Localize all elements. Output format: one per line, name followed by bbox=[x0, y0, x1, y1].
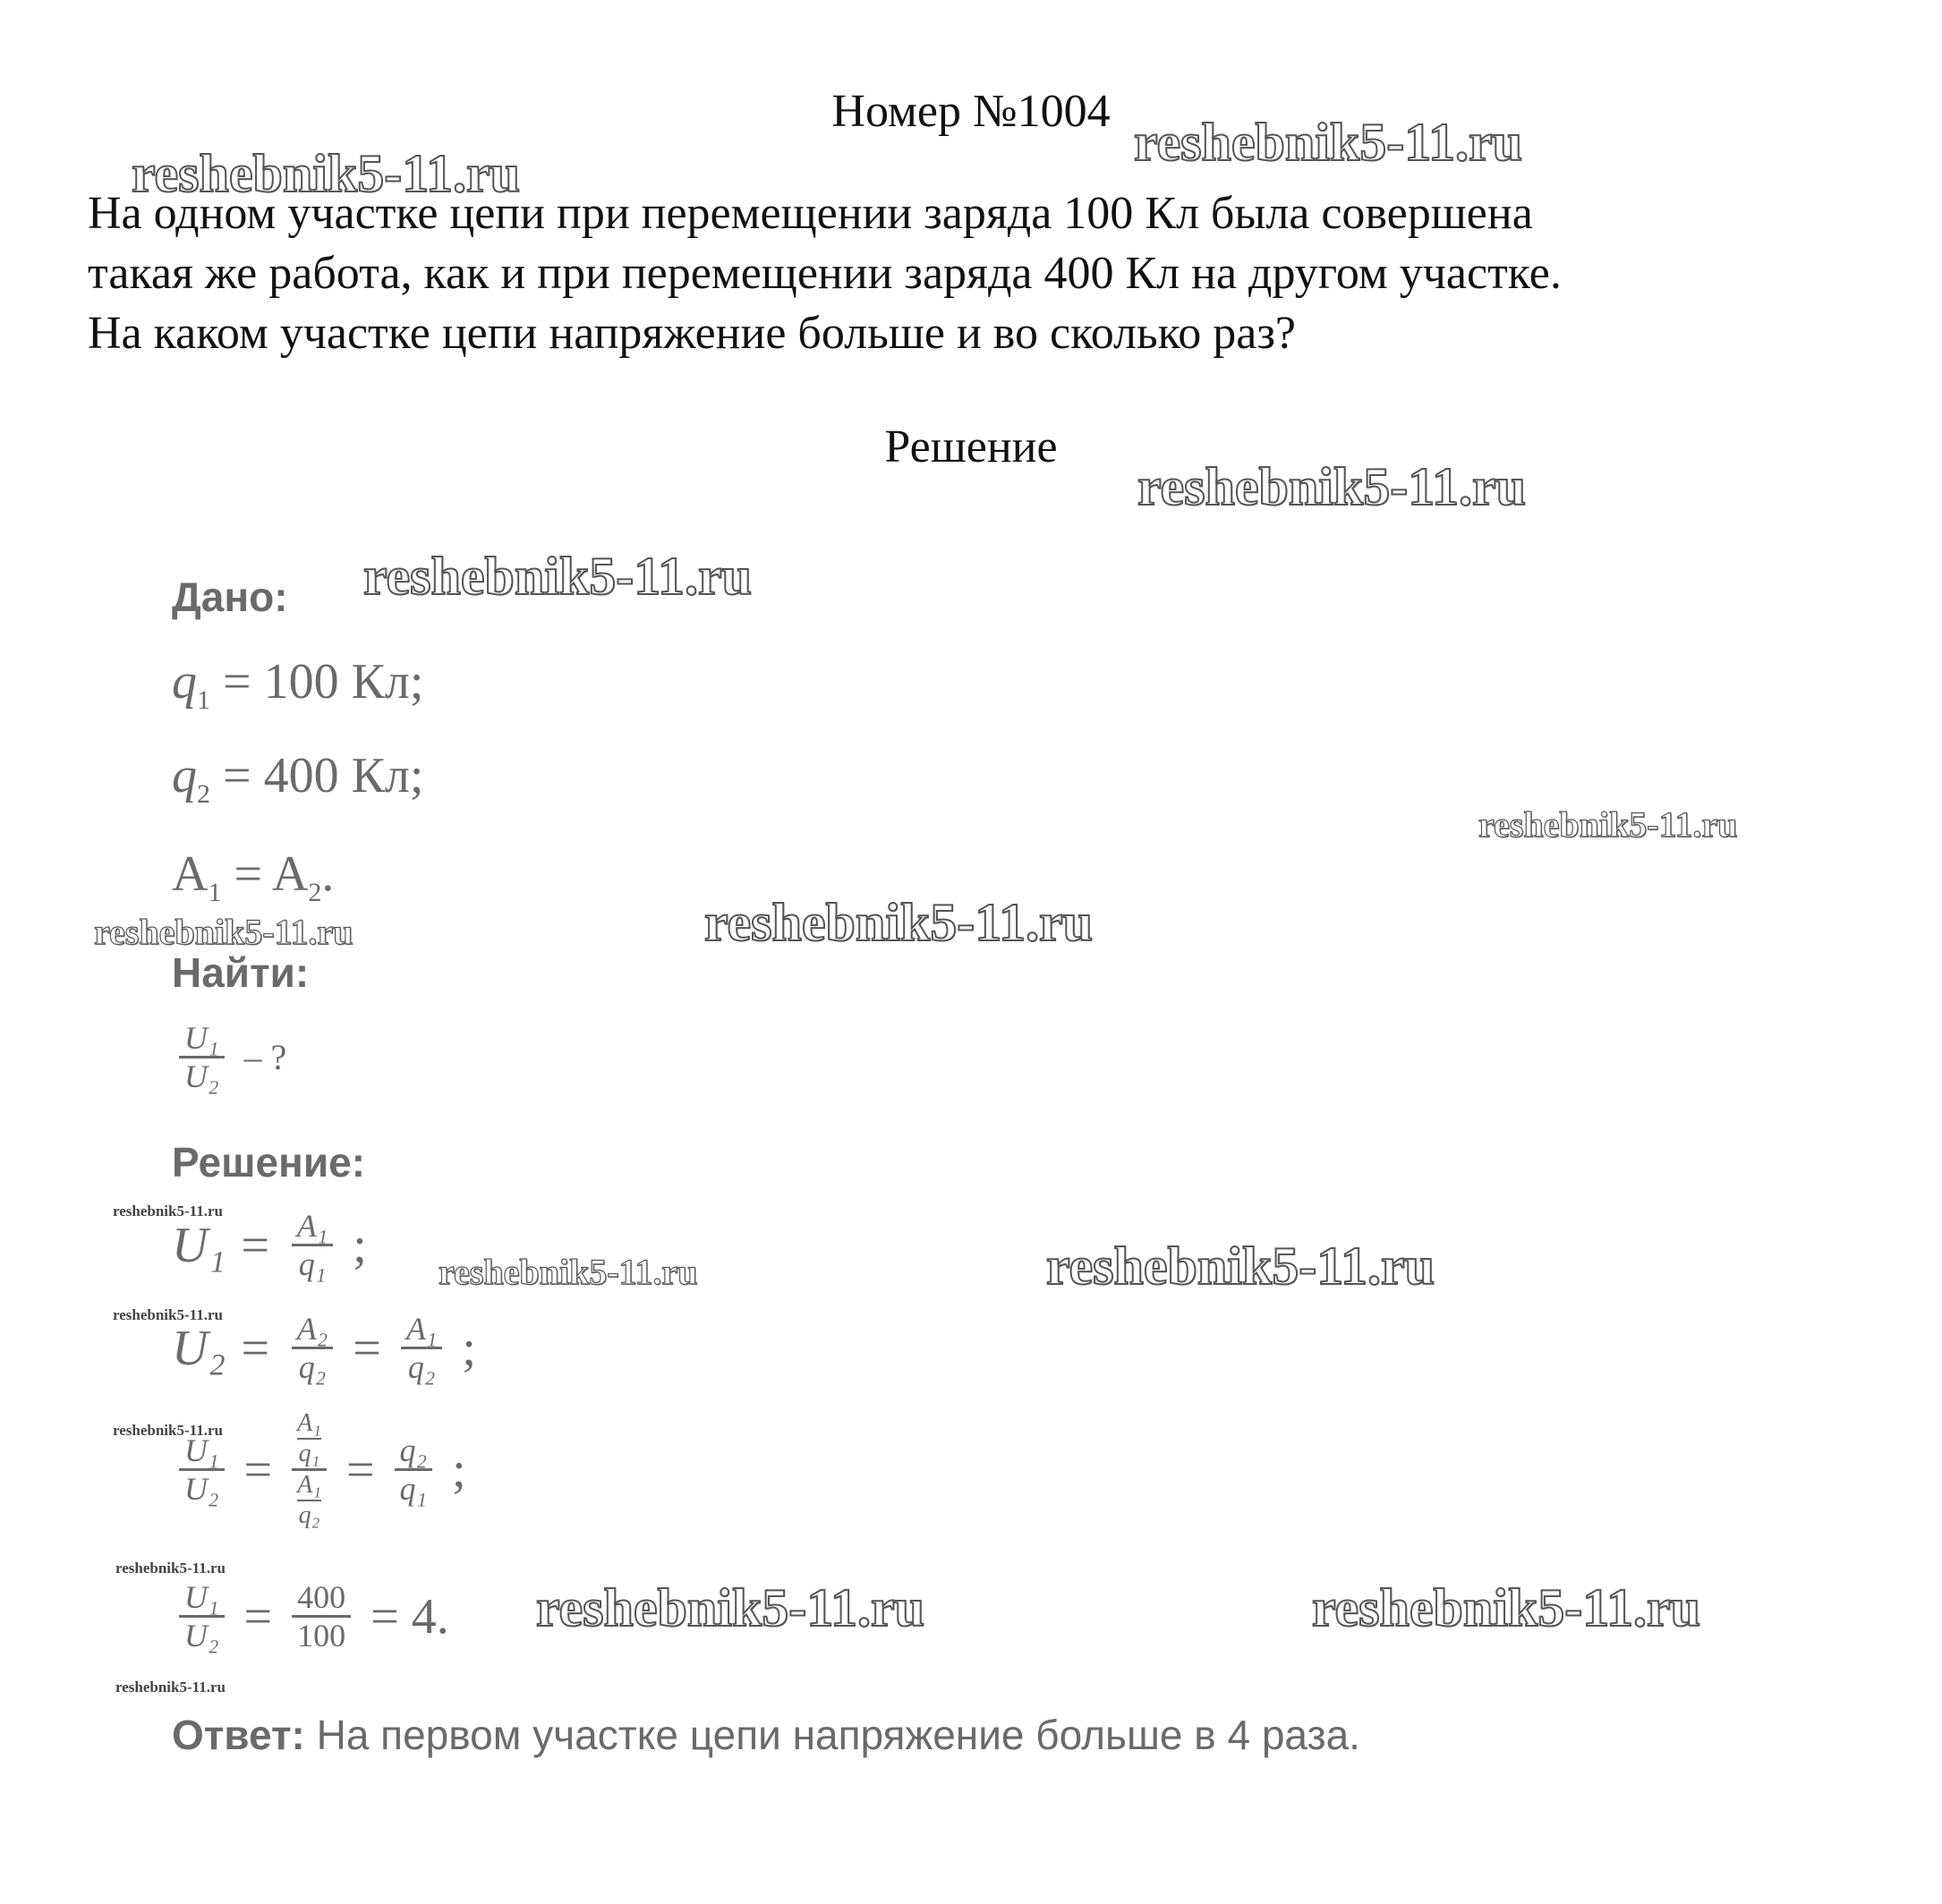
sub-numerator: A₁ bbox=[297, 1471, 321, 1501]
period: . bbox=[321, 846, 335, 902]
denominator: U₂ bbox=[184, 1058, 219, 1094]
watermark: reshebnik5-11.ru bbox=[536, 1578, 924, 1637]
semicolon: ; bbox=[452, 1441, 466, 1498]
subscript: 1 bbox=[197, 685, 210, 716]
watermark: reshebnik5-11.ru bbox=[113, 1203, 223, 1220]
equals: = bbox=[353, 1320, 381, 1376]
fraction bbox=[179, 1020, 225, 1094]
given-q1 bbox=[172, 653, 423, 716]
fraction bbox=[179, 1579, 225, 1653]
numerator: A₂ bbox=[292, 1311, 334, 1349]
sub-denominator: q₂ bbox=[298, 1501, 320, 1529]
numerator: A₁ bbox=[292, 1208, 334, 1246]
answer bbox=[172, 1711, 1360, 1759]
symbol: A bbox=[172, 846, 209, 902]
given-work bbox=[172, 846, 334, 908]
fraction bbox=[401, 1311, 443, 1385]
subscript: 1 bbox=[208, 878, 222, 908]
denominator: q₁ bbox=[298, 1246, 327, 1282]
numerator: q₂ bbox=[395, 1432, 433, 1471]
watermark: reshebnik5-11.ru bbox=[1478, 804, 1738, 845]
find-expression bbox=[172, 1020, 286, 1094]
watermark: reshebnik5-11.ru bbox=[1312, 1578, 1700, 1637]
watermark: reshebnik5-11.ru bbox=[1137, 457, 1526, 516]
watermark: reshebnik5-11.ru bbox=[363, 547, 752, 606]
fraction bbox=[292, 1579, 351, 1653]
sub-numerator: A₁ bbox=[297, 1409, 321, 1440]
equals: = bbox=[243, 1441, 273, 1498]
question: – ? bbox=[243, 1037, 287, 1077]
answer-text: На первом участке цепи напряжение больше в 4 раза. bbox=[304, 1712, 1360, 1758]
subscript: 2 bbox=[197, 779, 210, 810]
problem-text bbox=[88, 183, 1913, 363]
semicolon: ; bbox=[353, 1217, 367, 1273]
watermark: reshebnik5-11.ru bbox=[113, 1422, 223, 1439]
fraction bbox=[179, 1432, 225, 1507]
denominator: 100 bbox=[297, 1618, 346, 1653]
watermark: reshebnik5-11.ru bbox=[1046, 1237, 1435, 1296]
subscript: 2 bbox=[308, 878, 322, 908]
numerator: U₁ bbox=[179, 1020, 225, 1058]
fraction bbox=[292, 1208, 334, 1282]
denominator: q₁ bbox=[399, 1471, 428, 1507]
watermark: reshebnik5-11.ru bbox=[132, 144, 520, 203]
denominator: q₂ bbox=[298, 1349, 327, 1385]
watermark: reshebnik5-11.ru bbox=[1134, 113, 1522, 172]
denominator: U₂ bbox=[184, 1471, 219, 1507]
watermark: reshebnik5-11.ru bbox=[113, 1306, 223, 1323]
sub-denominator: q₁ bbox=[298, 1440, 320, 1467]
symbol: q bbox=[172, 654, 197, 710]
fraction bbox=[292, 1311, 334, 1385]
denominator: U₂ bbox=[184, 1618, 219, 1653]
solution-label: Решение: bbox=[172, 1139, 366, 1186]
denominator bbox=[297, 1471, 321, 1530]
solution-heading: Решение bbox=[884, 421, 1058, 472]
symbol: = A bbox=[234, 846, 309, 902]
numerator: A₁ bbox=[401, 1311, 443, 1349]
numerator: 400 bbox=[292, 1579, 351, 1618]
numerator: U₁ bbox=[179, 1579, 225, 1618]
problem-line: такая же работа, как и при перемещении заряда 400 Кл на другом участке. bbox=[88, 248, 1562, 299]
numerator: U₁ bbox=[179, 1432, 225, 1471]
watermark: reshebnik5-11.ru bbox=[115, 1560, 226, 1577]
value: = 100 Кл; bbox=[223, 654, 424, 710]
symbol: q bbox=[172, 748, 197, 803]
compound-fraction bbox=[292, 1409, 327, 1530]
watermark: reshebnik5-11.ru bbox=[115, 1679, 226, 1696]
watermark: reshebnik5-11.ru bbox=[439, 1252, 698, 1292]
denominator: q₂ bbox=[407, 1349, 436, 1385]
result: = 4. bbox=[371, 1588, 449, 1645]
problem-line: На одном участке цепи при перемещении заряда 100 Кл была совершена bbox=[88, 188, 1533, 239]
lhs: U₁ = bbox=[172, 1217, 272, 1273]
equals: = bbox=[243, 1588, 273, 1645]
fraction bbox=[395, 1432, 433, 1507]
equation-4 bbox=[172, 1579, 449, 1653]
watermark: reshebnik5-11.ru bbox=[704, 893, 1093, 952]
equals: = bbox=[345, 1441, 375, 1498]
given-label: Дано: bbox=[172, 574, 288, 620]
lhs: U₂ = bbox=[172, 1320, 272, 1376]
numerator bbox=[292, 1409, 327, 1471]
problem-line: На каком участке цепи напряжение больше и во сколько раз? bbox=[88, 308, 1296, 359]
watermark: reshebnik5-11.ru bbox=[94, 912, 353, 952]
semicolon: ; bbox=[462, 1320, 476, 1376]
page-title: Номер №1004 bbox=[831, 86, 1111, 137]
given-q2 bbox=[172, 747, 423, 810]
answer-label: Ответ: bbox=[172, 1712, 305, 1758]
value: = 400 Кл; bbox=[223, 748, 424, 803]
find-label: Найти: bbox=[172, 949, 310, 996]
